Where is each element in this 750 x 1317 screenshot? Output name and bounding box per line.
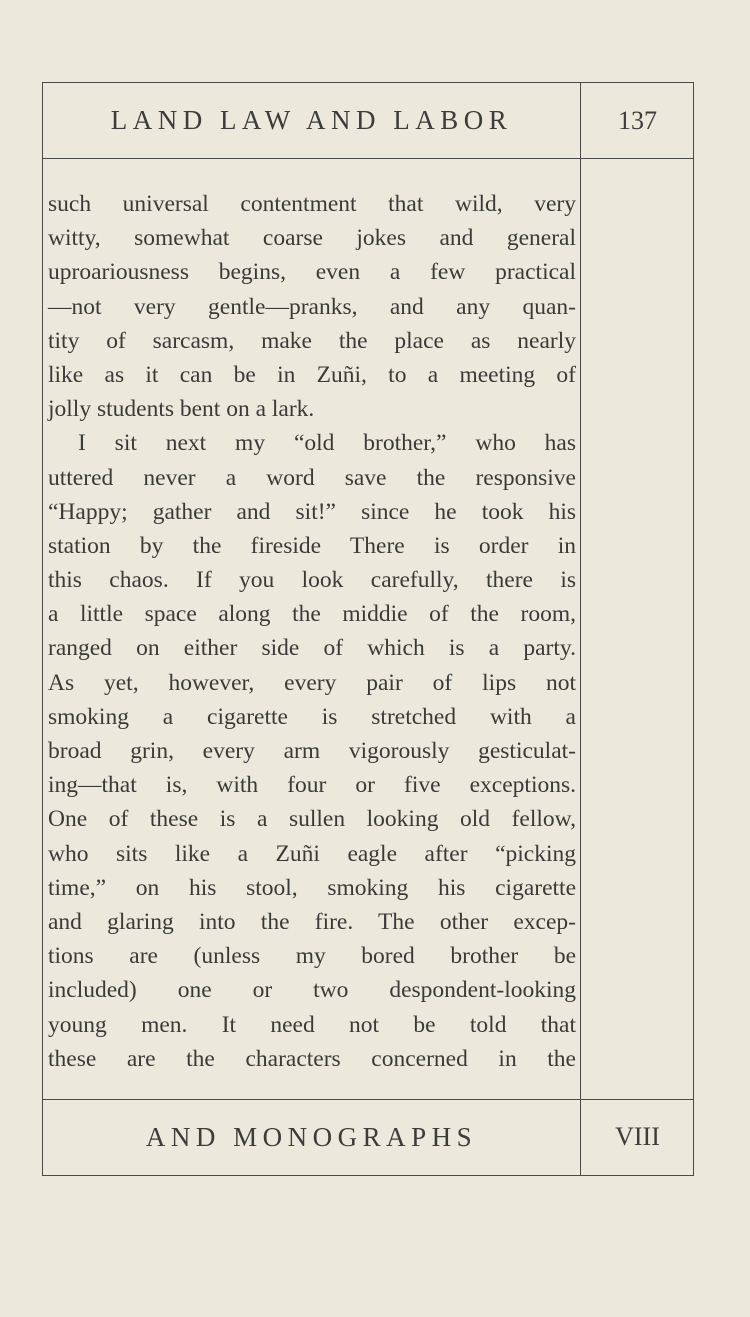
text-line: “Happy; gather and sit!” since he took his: [48, 498, 576, 525]
text-line: tity of sarcasm, make the place as nearly: [48, 327, 576, 354]
text-line: smoking a cigarette is stretched with a: [48, 703, 576, 730]
text-line: tions are (unless my bored brother be: [48, 943, 576, 970]
volume-number: VIII: [615, 1122, 660, 1151]
text-line: witty, somewhat coarse jokes and general: [48, 225, 576, 252]
running-header-title: LAND LAW AND LABOR: [110, 105, 513, 135]
text-line: As yet, however, every pair of lips not: [48, 669, 576, 696]
text-line: time,” on his stool, smoking his cigarette: [48, 874, 576, 901]
text-line: ing—that is, with four or five exceptions.: [48, 772, 576, 799]
text-line: included) one or two despondent-looking: [48, 977, 576, 1004]
text-line: jolly students bent on a lark.: [48, 396, 315, 423]
text-line: uproariousness begins, even a few practical: [48, 259, 576, 286]
text-line: ranged on either side of which is a party.: [48, 635, 576, 662]
page-number: 137: [618, 105, 657, 135]
text-line: this chaos. If you look carefully, there is: [48, 567, 576, 594]
text-line: these are the characters concerned in the: [48, 1045, 576, 1072]
text-line: uttered never a word save the responsive: [48, 464, 576, 491]
text-line: such universal contentment that wild, very: [48, 191, 576, 217]
text-line: broad grin, every arm vigorously gesticulat-: [48, 738, 576, 764]
header-divider: [43, 158, 693, 159]
text-line: and glaring into the fire. The other excep-: [48, 908, 576, 935]
text-line: One of these is a sullen looking old fellow,: [48, 806, 576, 833]
text-line: who sits like a Zuñi eagle after “picking: [48, 840, 576, 867]
text-line: —not very gentle—pranks, and any quan-: [48, 293, 576, 320]
text-line: a little space along the middie of the room,: [48, 601, 576, 628]
text-line: like as it can be in Zuñi, to a meeting of: [48, 361, 576, 388]
running-footer-title: AND MONOGRAPHS: [145, 1121, 478, 1152]
text-line: I sit next my “old brother,” who has: [78, 430, 576, 457]
page-frame: [42, 82, 694, 1176]
body-text: [48, 187, 576, 1076]
margin-column-divider: [580, 83, 581, 1175]
text-line: young men. It need not be told that: [48, 1011, 576, 1038]
text-line: station by the fireside There is order in: [48, 532, 576, 559]
